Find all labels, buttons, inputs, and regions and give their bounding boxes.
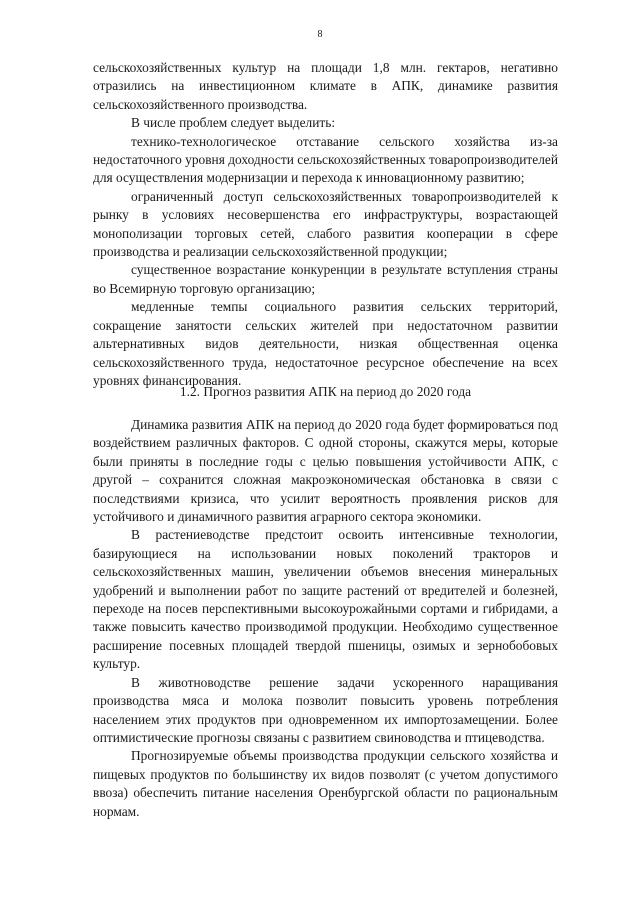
paragraph: В растениеводстве предстоит освоить интенсивные технологии, базирующиеся на использовании новых поколений тракторов и сельскохозяйственных машин, увеличении объемов внесения минеральных удобрений и выполнении работ по защите растений от вредителей и болезней, переходе на посев перспективными высокоурожайными сортами и гибридами, а также повысить качество производимой продукции. Необходимо существенное расширение посевных площадей твердой пшеницы, озимых и зернобобовых культур. <box>93 527 558 672</box>
page-number: 8 <box>317 29 323 40</box>
list-item: существенное возрастание конкуренции в результате вступления страны во Всемирную торговую организацию; <box>93 262 558 296</box>
paragraph: Динамика развития АПК на период до 2020 года будет формироваться под воздействием различных факторов. С одной стороны, скажутся меры, которые были приняты в последние годы с целью повышения устойчивости АПК, с другой – сохранится сложная макроэкономическая обстановка в связи с последствиями кризиса, что усилит вероятность проявления рисков для устойчивого и динамичного развития аграрного сектора экономики. <box>93 417 558 525</box>
section-heading: 1.2. Прогноз развития АПК на период до 2020 года <box>179 384 472 399</box>
paragraph: сельскохозяйственных культур на площади 1,8 млн. гектаров, негативно отразились на инвестиционном климате в АПК, динамике развития сельскохозяйственного производства. <box>93 60 558 112</box>
intro-text-block <box>93 59 558 390</box>
paragraph: Прогнозируемые объемы производства продукции сельского хозяйства и пищевых продуктов по большинству их видов позволят (с учетом допустимого ввоза) обеспечить питание населения Оренбургской области по рациональным нормам. <box>93 748 558 819</box>
list-item: ограниченный доступ сельскохозяйственных товаропроизводителей к рынку в условиях несовершенства его инфраструктуры, возрастающей монополизации торговых сетей, слабого развития кооперации в сфере производства и реализации сельскохозяйственной продукции; <box>93 188 558 260</box>
section-text-block <box>93 416 558 821</box>
paragraph: В числе проблем следует выделить: <box>131 115 336 131</box>
list-item: медленные темпы социального развития сельских территорий, сокращение занятости сельских жителей при недостаточном развитии альтернативных видов деятельности, низкая общественная оценка сельскохозяйственного труда, недостаточное ресурсное обеспечение на всех уровнях финансирования. <box>93 299 558 388</box>
paragraph: В животноводстве решение задачи ускоренного наращивания производства мяса и молока позволит повысить уровень потребления населением этих продуктов при одновременном их импортозамещении. Более оптимистические прогнозы связаны с развитием свиноводства и птицеводства. <box>93 674 558 745</box>
list-item: технико-технологическое отставание сельского хозяйства из-за недостаточного уровня доходности сельскохозяйственных товаропроизводителей для осуществления модернизации и перехода к инновационному развитию; <box>93 133 559 186</box>
